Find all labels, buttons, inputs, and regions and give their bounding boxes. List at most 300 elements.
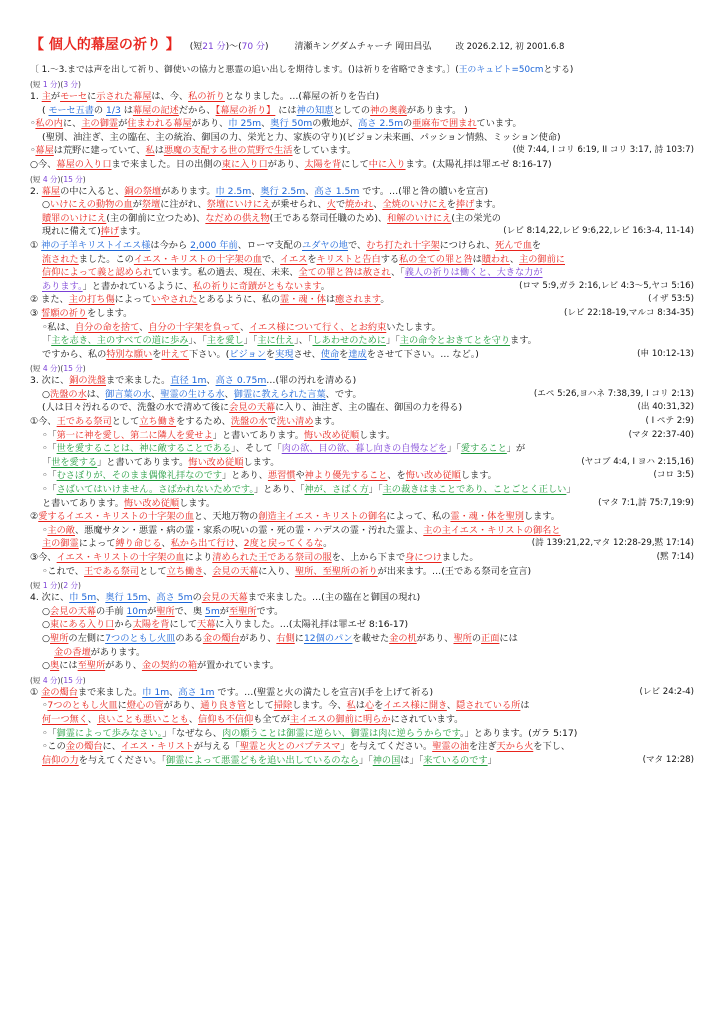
- prayer-section: [30, 676, 694, 768]
- highlighted-phrase: 主の裁きはまことであり、ことごとく正しい: [382, 484, 567, 496]
- highlighted-phrase: 主に仕え: [257, 335, 295, 347]
- text-fragment: の: [93, 104, 107, 116]
- tag-part: (短: [30, 675, 43, 685]
- text-fragment: …(罪の汚れを清める): [266, 375, 357, 387]
- text-fragment: に注がれ、: [160, 199, 207, 211]
- highlighted-phrase: 癒されます: [335, 294, 381, 306]
- text-fragment: 」とあり、: [221, 470, 268, 482]
- prayer-section: [30, 80, 694, 172]
- text-fragment: 」、そして「: [231, 443, 282, 455]
- highlighted-phrase: 通り良き管: [200, 700, 247, 712]
- tag-part: )(: [57, 174, 64, 184]
- document-title: 【 個人的幕屋の祈り 】: [30, 37, 180, 53]
- highlighted-phrase: さばいてはいけません。さばかれないためです。: [56, 484, 254, 496]
- text-fragment: 、: [373, 199, 383, 211]
- highlighted-phrase: 金の香壇: [54, 646, 91, 658]
- text-fragment: を下し、: [533, 741, 571, 753]
- highlighted-phrase: 洗盤の水: [50, 388, 87, 400]
- text-fragment: は、今、: [151, 91, 189, 102]
- highlighted-phrase: 肉の願うことは御霊に逆らい、御霊は肉に逆らうからです: [221, 727, 461, 739]
- text-fragment: により: [184, 552, 213, 563]
- text-fragment: 、: [139, 321, 149, 333]
- text-fragment: だから、: [178, 104, 216, 116]
- highlighted-phrase: 悪魔の支配する世の荒野で生活: [163, 145, 293, 157]
- text-fragment: ①: [30, 686, 42, 698]
- text-fragment: として: [246, 700, 274, 712]
- highlighted-phrase: 【幕屋の祈り】: [215, 104, 276, 116]
- prayer-line: [30, 158, 694, 172]
- text-fragment: には: [499, 632, 518, 644]
- text-fragment: が置かれています。: [197, 660, 279, 672]
- text-fragment: 」、「: [188, 335, 207, 347]
- tag-part: 3 分: [63, 80, 78, 89]
- highlighted-phrase: 私の祈りに奇蹟がともないます: [192, 280, 321, 292]
- text-fragment: ○: [42, 632, 51, 644]
- highlighted-phrase: 信仰によって義と認められ: [42, 267, 153, 279]
- highlighted-phrase: 住まわれる幕屋: [127, 118, 192, 130]
- highlighted-phrase: 天幕: [197, 619, 216, 631]
- text-fragment: 、: [87, 713, 97, 725]
- highlighted-phrase: 5m: [204, 605, 220, 617]
- highlighted-phrase: なだめの供え物: [205, 212, 270, 224]
- text-fragment: によって、私の: [386, 511, 451, 523]
- text-fragment: には: [275, 104, 297, 116]
- highlighted-phrase: 奥行 50m: [270, 118, 313, 130]
- text-fragment: ○今、: [30, 158, 57, 170]
- text-fragment: ◦「: [42, 727, 57, 739]
- text-fragment: ◦「: [42, 484, 57, 496]
- highlighted-phrase: 7つのともし火皿: [47, 700, 118, 712]
- prayer-line: [30, 374, 694, 388]
- text-fragment: は、: [86, 388, 106, 400]
- text-fragment: ですから、私の: [42, 348, 107, 360]
- text-fragment: の手前: [95, 605, 127, 617]
- text-fragment: があり、: [239, 632, 277, 644]
- scripture-reference: (黙 7:14): [654, 551, 694, 565]
- highlighted-phrase: 銅の祭壇: [124, 185, 162, 197]
- text-fragment: ○: [42, 199, 51, 211]
- highlighted-phrase: 贖われ: [481, 253, 510, 265]
- prayer-line: [30, 618, 694, 632]
- highlighted-phrase: 特別な願い: [106, 348, 153, 360]
- highlighted-phrase: 巾 25m: [228, 118, 262, 130]
- text-fragment: を: [265, 348, 276, 360]
- highlighted-phrase: モーセ: [60, 91, 88, 102]
- highlighted-phrase: 何一つ無く: [42, 713, 88, 725]
- highlighted-phrase: 義人の祈りは働くと、大きな力が: [404, 267, 543, 279]
- highlighted-phrase: 神が、さばく方: [304, 484, 369, 496]
- highlighted-phrase: 幕屋: [35, 145, 54, 157]
- text-fragment: 。」とあります。(ガラ 5:17): [460, 727, 578, 739]
- text-fragment: をします。: [87, 307, 133, 319]
- text-fragment: で: [267, 416, 277, 428]
- highlighted-phrase: 良いことも悪いことも: [96, 713, 189, 725]
- highlighted-phrase: 聖所: [156, 605, 175, 617]
- tag-part: ): [82, 675, 86, 685]
- text-fragment: 。: [380, 294, 390, 306]
- text-fragment: が出来ます。…(王である祭司を宣言): [377, 565, 532, 577]
- tag-part: ): [77, 80, 81, 89]
- text-fragment: 、: [240, 321, 250, 333]
- prayer-line: [30, 212, 694, 226]
- prayer-line: [30, 727, 694, 741]
- highlighted-phrase: 信仰の力: [42, 754, 79, 766]
- highlighted-phrase: キリストと告白: [316, 253, 381, 265]
- highlighted-phrase: モーセ五書: [48, 104, 94, 116]
- text-fragment: 1.: [30, 91, 42, 102]
- text-fragment: 、: [161, 538, 171, 550]
- text-fragment: を: [152, 348, 162, 360]
- highlighted-phrase: 会見の天幕: [50, 605, 96, 617]
- text-fragment: をしています。: [292, 145, 357, 157]
- duration-long: 70 分: [241, 42, 265, 52]
- highlighted-phrase: 奥: [50, 660, 60, 672]
- text-fragment: 、: [96, 592, 106, 604]
- highlighted-phrase: 流された: [42, 253, 79, 265]
- highlighted-phrase: 10m: [126, 605, 148, 617]
- text-fragment: があり、: [105, 660, 142, 672]
- text-fragment: (聖別、油注ぎ、主の臨在、主の統治、御国の力、栄光と力、家族の守り)(ビジョン未来画、パッション情熱、ミッション使命): [42, 131, 561, 143]
- prayer-line: [30, 415, 694, 429]
- highlighted-phrase: 12個のパン: [303, 632, 353, 644]
- highlighted-phrase: 愛すること: [460, 443, 507, 455]
- highlighted-phrase: 焼かれ: [345, 199, 374, 211]
- scripture-reference: ( I ペテ 2:9): [643, 415, 694, 429]
- text-fragment: ◦私は、: [42, 321, 75, 333]
- prayer-line: [30, 591, 694, 605]
- text-fragment: 」「: [368, 484, 383, 496]
- text-fragment: をするため、: [176, 416, 231, 428]
- highlighted-phrase: 天から火: [496, 741, 534, 753]
- text-fragment: は」「: [400, 754, 424, 766]
- scripture-reference: (イザ 53:5): [645, 293, 694, 307]
- highlighted-phrase: 創造主イエス・キリストの御名: [258, 511, 387, 523]
- highlighted-phrase: 神の子羊キリストイエス様: [41, 239, 151, 251]
- highlighted-phrase: 東にある入り口: [50, 619, 115, 631]
- highlighted-phrase: 叶えて: [161, 348, 189, 360]
- tag-part: ): [77, 581, 81, 591]
- prayer-sections: [30, 80, 694, 767]
- highlighted-phrase: 聖所: [50, 632, 69, 644]
- highlighted-phrase: 正面: [481, 632, 500, 644]
- scripture-reference: (マタ 7:1,詩 75:7,19:9): [595, 497, 694, 511]
- highlighted-phrase: 幕屋の入り口: [56, 158, 112, 170]
- text-fragment: と、天地万物の: [193, 511, 259, 523]
- text-fragment: が与える「: [193, 741, 240, 753]
- highlighted-phrase: 幕屋の記述: [132, 104, 179, 116]
- highlighted-phrase: あります。: [42, 280, 83, 292]
- highlighted-phrase: 銅の洗盤: [69, 375, 106, 387]
- highlighted-phrase: 私の祈り: [188, 91, 225, 102]
- text-fragment: 」と書いてあります。: [97, 456, 189, 468]
- text-fragment: します。: [359, 429, 396, 441]
- text-fragment: 現れに備えて): [42, 226, 101, 238]
- text-fragment: ◦「: [42, 443, 57, 455]
- highlighted-phrase: 王である祭司: [84, 565, 140, 577]
- scripture-reference: (マタ 22:37-40): [626, 429, 694, 443]
- highlighted-phrase: 主の御前に: [519, 253, 565, 265]
- prayer-line: [30, 754, 694, 768]
- text-fragment: として: [139, 565, 167, 577]
- highlighted-phrase: 立ち働き: [166, 565, 204, 577]
- text-fragment: の左側に: [68, 632, 106, 644]
- highlighted-phrase: ビジョン: [229, 348, 266, 360]
- text-fragment: のある: [175, 632, 203, 644]
- text-fragment: 」「なぜなら、: [162, 727, 222, 739]
- section-duration-tag: [30, 175, 694, 185]
- highlighted-phrase: 右側: [276, 632, 295, 644]
- text-fragment: を: [446, 199, 456, 211]
- text-fragment: 、: [147, 592, 157, 604]
- text-fragment: の: [403, 118, 413, 130]
- text-fragment: 、ローマ支配の: [237, 239, 303, 251]
- text-fragment: (主の栄光の: [451, 212, 501, 224]
- text-fragment: 」「: [243, 335, 258, 347]
- highlighted-phrase: 神の奥義: [370, 104, 407, 116]
- tag-part: ): [82, 174, 86, 184]
- prayer-line: [30, 740, 694, 754]
- highlighted-phrase: 和解のいけにえ: [387, 212, 452, 224]
- text-fragment: は荒野に建っていて、: [53, 145, 146, 157]
- text-fragment: に: [117, 700, 127, 712]
- text-fragment: ◦「: [42, 470, 57, 482]
- text-fragment: ③今、: [30, 552, 57, 563]
- highlighted-phrase: 肉の欲、目の欲、暮し向きの自慢などを: [281, 443, 448, 455]
- highlighted-phrase: 金の燭台: [202, 632, 240, 644]
- highlighted-phrase: イエス・キリストの十字架の血: [133, 253, 262, 265]
- highlighted-phrase: 悔い改め従順: [303, 429, 360, 441]
- text-fragment: で、奥: [174, 605, 205, 617]
- prayer-line: [30, 225, 694, 239]
- scripture-reference: (ヤコブ 4:4, I ヨハ 2:15,16): [578, 456, 694, 470]
- highlighted-phrase: 主: [41, 91, 51, 102]
- highlighted-phrase: 燈心の管: [126, 700, 164, 712]
- text-fragment: に: [294, 632, 304, 644]
- highlighted-phrase: 高さ 1.5m: [314, 185, 360, 197]
- prayer-line: [30, 117, 694, 131]
- tag-part: ): [82, 364, 86, 374]
- text-fragment: します。: [179, 497, 216, 509]
- text-fragment: ◦: [42, 524, 48, 536]
- text-fragment: ③: [30, 307, 42, 319]
- tag-part: (短: [30, 174, 43, 184]
- text-fragment: を: [307, 253, 317, 265]
- text-fragment: 」: [487, 754, 497, 766]
- text-fragment: 、です。: [325, 388, 362, 400]
- tag-part: 1 分: [42, 80, 58, 89]
- highlighted-phrase: 全ての罪と咎は赦され: [298, 267, 391, 279]
- highlighted-phrase: 洗盤の水: [230, 416, 268, 428]
- prayer-line: [30, 144, 694, 158]
- highlighted-phrase: 御霊によって歩みなさい。: [56, 727, 163, 739]
- highlighted-phrase: 1/3: [106, 104, 121, 116]
- text-fragment: です。…(罪と咎の贖いを宣言): [359, 185, 489, 197]
- highlighted-phrase: 王である祭司: [56, 416, 112, 428]
- highlighted-phrase: 祭壇: [141, 199, 161, 211]
- highlighted-phrase: 直径 1m: [170, 375, 207, 387]
- text-fragment: ○: [42, 660, 51, 672]
- tag-part: (短: [30, 581, 43, 591]
- highlighted-phrase: 至聖所: [77, 660, 106, 672]
- text-fragment: ○: [42, 605, 51, 617]
- highlighted-phrase: 悪習慣: [267, 470, 296, 482]
- text-fragment: 4. 次に、: [30, 592, 70, 604]
- highlighted-phrase: 高さ 0.75m: [215, 375, 267, 387]
- prayer-line: [30, 321, 694, 335]
- text-fragment: は: [520, 700, 530, 712]
- highlighted-phrase: 高さ 5m: [156, 592, 193, 604]
- prayer-section: [30, 364, 694, 578]
- highlighted-phrase: 主の敵: [47, 524, 75, 536]
- text-fragment: を: [531, 239, 542, 251]
- highlighted-phrase: 金の燭台: [65, 741, 103, 753]
- text-fragment: (主の御前に立つため)、: [106, 212, 206, 224]
- highlighted-phrase: 聖霊の油: [432, 741, 469, 753]
- highlighted-phrase: 会見の天幕: [212, 565, 259, 577]
- text-fragment: ①: [30, 239, 42, 251]
- prayer-line: [30, 401, 694, 415]
- prayer-line: [30, 646, 694, 660]
- text-fragment: ます。(太陽礼拝は罪エゼ 8:16-17): [405, 158, 552, 170]
- text-fragment: によって: [78, 538, 116, 550]
- text-fragment: 、: [151, 388, 161, 400]
- prayer-line: [30, 686, 694, 700]
- text-fragment: 」とあり、「: [253, 484, 305, 496]
- text-fragment: まで来ました。…(主の臨在と御国の現れ): [247, 592, 421, 604]
- highlighted-phrase: 主の御霊: [81, 118, 119, 130]
- highlighted-phrase: 金の契約の箱: [141, 660, 198, 672]
- tag-part: (短: [30, 364, 43, 374]
- tag-part: )(: [57, 364, 64, 374]
- prayer-line: [30, 699, 694, 713]
- text-fragment: で、: [347, 239, 367, 251]
- text-fragment: 「: [42, 456, 52, 468]
- tag-part: 4 分: [42, 675, 58, 685]
- highlighted-phrase: 高さ 1m: [178, 686, 215, 698]
- cubit-note: 王のキュビト=50cm: [458, 65, 544, 75]
- duration-open: (短: [189, 42, 203, 52]
- tag-part: )(: [57, 581, 64, 591]
- prayer-line: [30, 497, 694, 511]
- text-fragment: の: [192, 592, 202, 604]
- text-fragment: 下さい。(: [189, 348, 230, 360]
- highlighted-phrase: 私の内: [35, 118, 63, 130]
- highlighted-phrase: 巾 1m: [142, 686, 170, 698]
- scripture-reference: (出 40:31,32): [635, 401, 694, 415]
- church-name: 清瀬キングダムチャーチ 岡田昌弘: [294, 42, 432, 52]
- text-fragment: ◦「: [42, 429, 57, 441]
- prayer-line: [30, 388, 694, 402]
- text-fragment: ます。: [510, 335, 537, 347]
- text-fragment: 、: [261, 118, 271, 130]
- prayer-line: [30, 185, 694, 199]
- text-fragment: ○: [42, 619, 51, 631]
- highlighted-phrase: 信仰も不信仰: [198, 713, 254, 725]
- highlighted-phrase: 掃除: [273, 700, 293, 712]
- tag-part: 15 分: [63, 675, 83, 685]
- prayer-line: [30, 713, 694, 727]
- text-fragment: 、: [224, 388, 234, 400]
- prayer-line: [30, 104, 694, 118]
- scripture-reference: (レビ 8:14,22,レビ 9:6,22,レビ 16:3-4, 11-14): [500, 225, 694, 239]
- text-fragment: が: [147, 605, 157, 617]
- highlighted-phrase: むち打たれ十字架: [366, 239, 440, 251]
- text-fragment: としての: [333, 104, 371, 116]
- highlighted-phrase: 聖霊と火とのバプテスマ: [239, 741, 341, 753]
- text-fragment: の中に入ると、: [60, 185, 125, 197]
- text-fragment: 、: [203, 565, 213, 577]
- prayer-line: [30, 469, 694, 483]
- highlighted-phrase: 奥行 15m: [105, 592, 148, 604]
- scripture-reference: (コロ 3:5): [651, 469, 694, 483]
- highlighted-phrase: 悔い改め従順: [123, 497, 180, 509]
- text-fragment: ます。: [474, 199, 502, 211]
- highlighted-phrase: 死んで血: [495, 239, 532, 251]
- text-fragment: 、悪魔サタン・悪霊・病の霊・家系の呪いの霊・死の霊・ハデスの霊・汚れた霊よ、: [74, 524, 424, 536]
- text-fragment: の: [471, 632, 482, 644]
- text-fragment: があり、: [163, 700, 201, 712]
- highlighted-phrase: 清められた王である祭司の服: [212, 552, 332, 563]
- section-duration-tag: [30, 676, 694, 686]
- text-fragment: です。: [256, 605, 284, 617]
- highlighted-phrase: 聖所: [453, 632, 472, 644]
- highlighted-phrase: 主の主イエス・キリストの御名と: [423, 524, 561, 536]
- text-fragment: ます。: [119, 226, 146, 238]
- prayer-line: [30, 524, 694, 538]
- highlighted-phrase: 私: [346, 700, 356, 712]
- highlighted-phrase: 洗い清め: [276, 416, 314, 428]
- text-fragment: があり、: [267, 158, 305, 170]
- text-fragment: には: [59, 660, 78, 672]
- highlighted-phrase: 全焼のいけにえ: [382, 199, 447, 211]
- prayer-line: [30, 253, 694, 267]
- scripture-reference: (マタ 12:28): [640, 754, 694, 768]
- highlighted-phrase: 実現: [275, 348, 294, 360]
- highlighted-phrase: 神の国: [372, 754, 401, 766]
- highlighted-phrase: 巾 2.5m: [215, 185, 252, 197]
- text-fragment: ました。この: [78, 253, 134, 265]
- text-fragment: にして: [341, 158, 369, 170]
- highlighted-phrase: 至聖所: [228, 605, 257, 617]
- text-fragment: します。: [523, 511, 560, 523]
- highlighted-phrase: 御言葉の水: [105, 388, 152, 400]
- prayer-line: [30, 456, 694, 470]
- text-fragment: にして: [169, 619, 198, 631]
- highlighted-phrase: 世を愛することは、神に敵することである: [56, 443, 232, 455]
- text-fragment: で: [335, 199, 346, 211]
- text-fragment: いたします。: [386, 321, 441, 333]
- highlighted-phrase: イエス・キリストの十字架の血: [56, 552, 185, 563]
- highlighted-phrase: 自分の命を捨て: [74, 321, 140, 333]
- highlighted-phrase: 金の机: [389, 632, 417, 644]
- text-fragment: があります。: [90, 646, 146, 658]
- tag-part: (短: [30, 80, 43, 89]
- prayer-line: [30, 280, 694, 294]
- text-fragment: 」と書かれているように、: [82, 280, 193, 292]
- duration-close: ): [264, 42, 269, 52]
- text-fragment: ② また、: [30, 294, 69, 306]
- duration-mid: )〜(: [225, 42, 242, 52]
- prayer-line: [30, 131, 694, 145]
- highlighted-phrase: 主を愛し: [206, 335, 244, 347]
- highlighted-phrase: 私: [145, 145, 155, 157]
- text-fragment: ◦: [30, 145, 36, 157]
- text-fragment: と書いてあります。: [42, 497, 124, 509]
- highlighted-phrase: 7つのともし火皿: [105, 632, 176, 644]
- text-fragment: ています。私の過去、現在、未来、: [152, 267, 299, 279]
- highlighted-phrase: 会見の天幕: [201, 592, 248, 604]
- highlighted-phrase: 贖罪のいけにえ: [42, 212, 107, 224]
